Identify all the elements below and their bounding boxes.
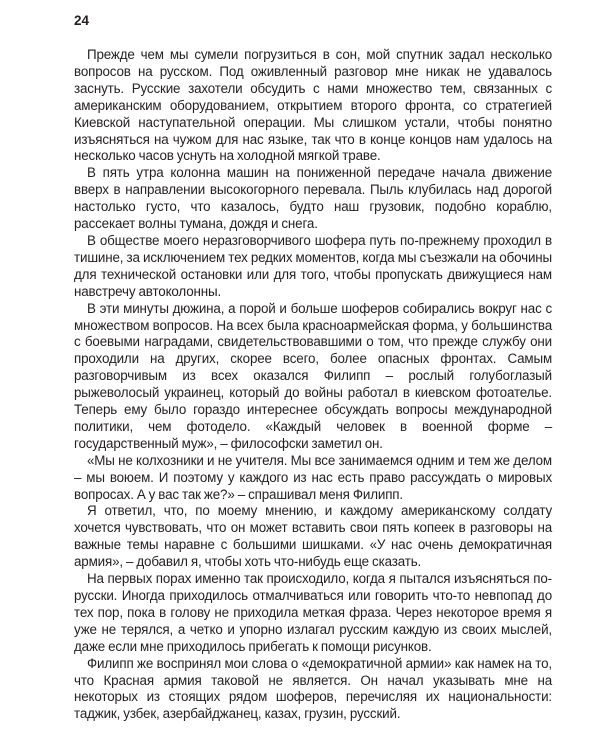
page-number: 24	[74, 13, 90, 28]
paragraph: На первых порах именно так происходило, когда я пытался изъясняться по-русски. Иногда приходилось отмалчиваться или говорить что-то невпопад до тех пор, пока в голову не приходила меткая фраза. Через некоторое время я уже не терялся, а четко и упорно излагал русским каждую из своих мыслей, даже если мне приходилось прибегать к помощи рисунков.	[74, 571, 552, 654]
paragraph: «Мы не колхозники и не учителя. Мы все занимаемся одним и тем же делом – мы воюем. И поэтому у каждого из нас есть право рассуждать о мировых вопросах. А у вас так же?» – спрашивал меня Филипп.	[74, 452, 552, 502]
paragraph: В эти минуты дюжина, а порой и больше шоферов собирались вокруг нас с множеством вопросов. На всех была красноармейская форма, у большинства с боевыми наградами, свидетельствовавшими о том, что прежде службу они проходили на других, скорее всего, более опасных фронтах. Самым разговорчивым из всех оказался Филипп – рослый голубоглазый рыжеволосый украинец, который до войны работал в киевском фотоателье. Теперь ему было гораздо интереснее обсуждать вопросы международной политики, чем фотодело. «Каждый человек в военной форме – государственный муж», – философски заметил он.	[74, 300, 552, 451]
text-body	[74, 47, 552, 723]
paragraph: Филипп же воспринял мои слова о «демократичной армии» как намек на то, что Красная армия таковой не является. Он начал указывать мне на некоторых из стоящих рядом шоферов, перечисляя их национальности: таджик, узбек, азербайджанец, казах, грузин, русский.	[74, 655, 552, 722]
paragraph: В обществе моего неразговорчивого шофера путь по-прежнему проходил в тишине, за исключением тех редких моментов, когда мы съезжали на обочины для технической остановки или для того, чтобы пропускать движущиеся нам навстречу автоколонны.	[74, 232, 552, 299]
paragraph: В пять утра колонна машин на пониженной передаче начала движение вверх в направлении высокогорного перевала. Пыль клубилась над дорогой настолько густо, что казалось, будто наш грузовик, подобно кораблю, рассекает волны тумана, дождя и снега.	[74, 165, 552, 232]
paragraph: Прежде чем мы сумели погрузиться в сон, мой спутник задал несколько вопросов на русском. Под оживленный разговор мне никак не удавалось заснуть. Русские захотели обсудить с нами множество тем, связанных с американским оборудованием, открытием второго фронта, со стратегией Киевской наступательной операции. Мы слишком устали, чтобы понятно изъясняться на чужом для нас языке, так что в конце концов нам удалось на несколько часов уснуть на холодной мягкой траве.	[74, 47, 552, 164]
paragraph: Я ответил, что, по моему мнению, и каждому американскому солдату хочется чувствовать, что он может вставить свои пять копеек в разговоры на важные темы наравне с большими шишками. «У нас очень демократичная армия», – добавил я, чтобы хоть что-нибудь еще сказать.	[74, 503, 552, 570]
